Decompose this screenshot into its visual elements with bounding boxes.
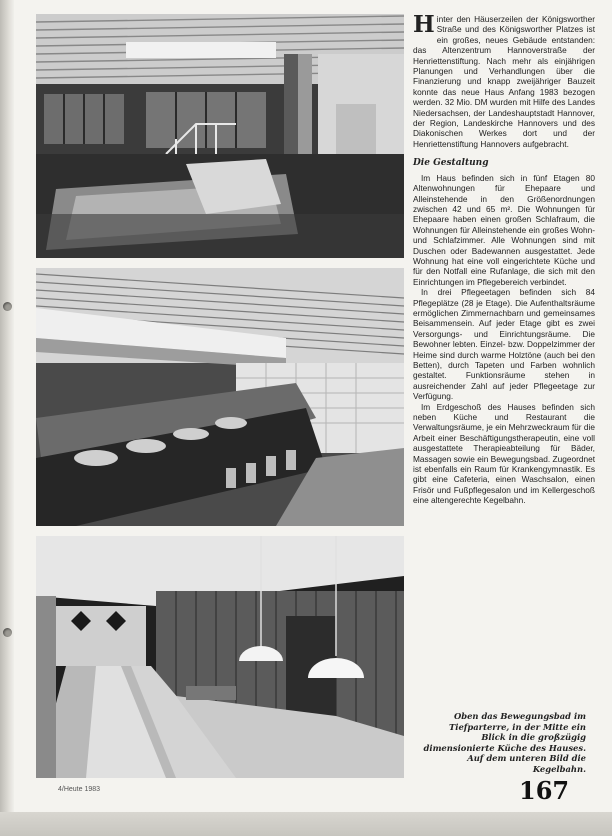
drop-cap: H xyxy=(413,11,435,38)
body-paragraph: Im Haus befinden sich in fünf Etagen 80 Altenwohnungen für Ehepaare und Alleinstehende in den Größenordnungen zwischen 42 und 65 m². Die Wohnungen für Ehepaare haben einen großen Schlafraum, die Wohnungen für Alleinstehende ein großes Wohn- und Schlafzimmer. Alle Wohnungen sind mit Duschen oder Badewannen ausgestattet. Jede Wohnung hat eine voll eingerichtete Küche und für den Notfall eine Rufanlage, die sich mit den Einrichtungen im Pflegebereich verbindet. xyxy=(413,172,595,287)
magazine-page xyxy=(14,0,612,836)
body-paragraph: Im Erdgeschoß des Hauses befinden sich neben Küche und Restaurant die Verwaltungsräume, je ein Mehrzweckraum für die Arbeit einer Beschäftigungstherapeutin, eine voll ausgestattete Therapieabteilung für Bäder, Massagen sowie ein Bewegungsbad. Zugeordnet ist ebenfalls ein Raum für Krankengymnastik. Es gibt eine Cafeteria, einen Waschsalon, einen Frisör und Fußpflegesalon und im Kellergeschoß eine altengerechte Kegelbahn. xyxy=(413,401,595,506)
photo-bowling-alley xyxy=(36,536,404,778)
photo-caption: Oben das Bewegungsbad im Tiefparterre, in der Mitte ein Blick in die großzügig dimensionierte Küche des Hauses. Auf dem unteren Bild die Kegelbahn. xyxy=(423,711,586,774)
footer-source: 4/Heute 1983 xyxy=(58,786,101,793)
section-heading: Die Gestaltung xyxy=(413,158,489,169)
binding-edge xyxy=(0,0,14,836)
photo-pool-hall xyxy=(36,14,404,258)
punch-hole xyxy=(3,302,12,311)
page-bottom-edge xyxy=(0,812,612,836)
page-number: 167 xyxy=(519,776,570,805)
intro-paragraph xyxy=(413,11,595,149)
punch-hole xyxy=(3,628,12,637)
intro-text: inter den Häuserzeilen der Königsworther Straße und des Königsworther Platzes ist ein großes, neues Gebäude entstanden: das Altenzentrum Hannoverstraße der Henriettenstiftung. Nach mehr als einjährigen Planungen und Verhandlungen über die Finanzierung und knapp zweijähriger Bauzeit konnte das neue Haus Anfang 1983 bezogen werden. 32 Mio. DM wurden mit Hilfe des Landes Niedersachsen, der Landeshauptstadt Hannover, der Region, Landeskirche Hannovers und des Diakonischen Werkes dort und der Henriettenstiftung Hannovers aufgebracht. xyxy=(413,14,595,149)
body-paragraph: In drei Pflegeetagen befinden sich 84 Pflegeplätze (28 je Etage). Die Aufenthaltsräume ermöglichen Zimmernachbarn und gemeinsames Beisammensein. Auf jeder Etage gibt es zwei Versorgungs- und Einrichtungsräume. Die Bewohner lebten. Einzel- bzw. Doppelzimmer der Heime sind durch warme Holztöne (auch bei den Betten), durch Tapeten und Farben wohnlich gestaltet. Funktionsräume stehen in ausreichender Zahl auf jeder Pflegeetage zur Verfügung. xyxy=(413,287,595,402)
article-text xyxy=(413,11,595,506)
photo-kitchen xyxy=(36,268,404,526)
